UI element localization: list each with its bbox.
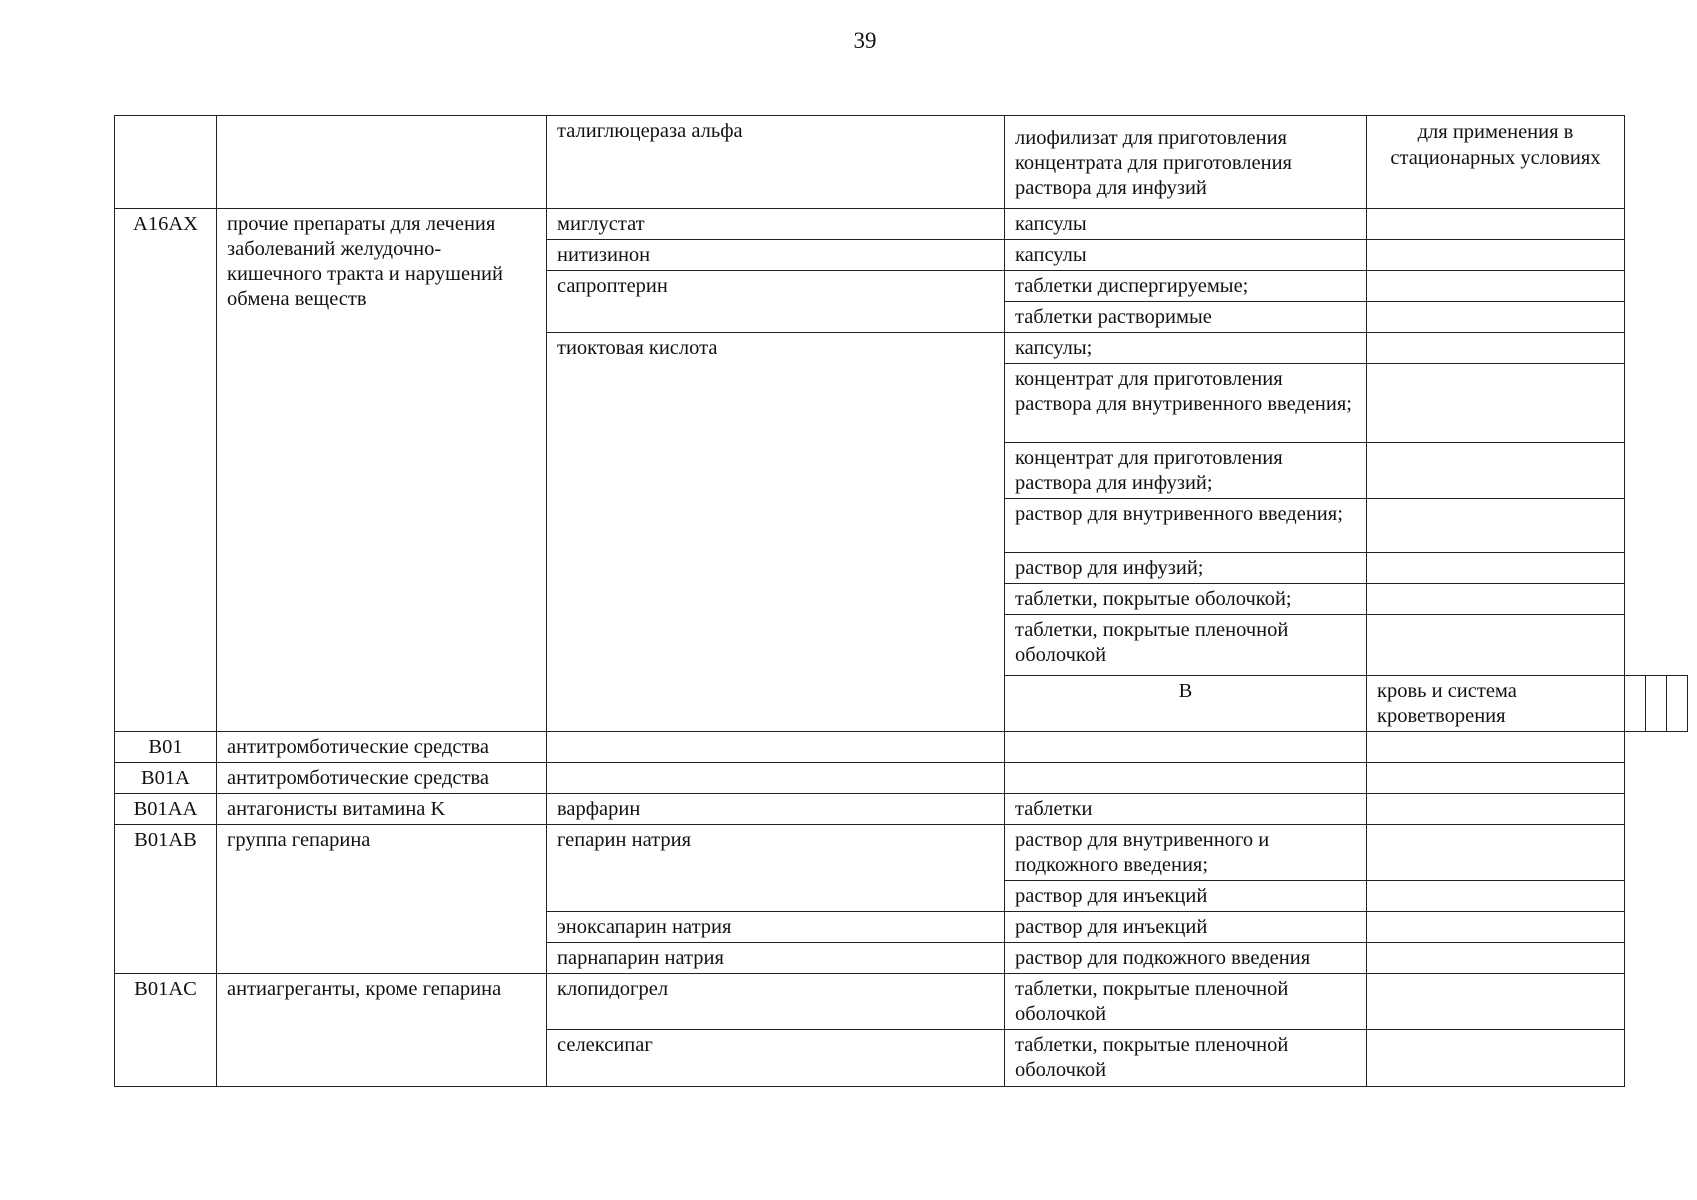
drug-name-cell: тиоктовая кислота — [547, 333, 1005, 732]
usage-note-cell — [1367, 974, 1625, 1030]
table-row — [115, 209, 1688, 240]
dosage-form-cell — [1005, 732, 1367, 763]
usage-note-cell — [1667, 676, 1688, 732]
table-row — [115, 732, 1688, 763]
group-cell — [217, 116, 547, 209]
dosage-form-cell: таблетки, покрытые пленочной оболочкой — [1005, 615, 1367, 676]
drug-name-cell: парнапарин натрия — [547, 943, 1005, 974]
drug-name-cell: селексипаг — [547, 1030, 1005, 1087]
atc-code-cell: B — [1005, 676, 1367, 732]
usage-note-cell — [1367, 763, 1625, 794]
usage-note-cell — [1367, 1030, 1625, 1087]
group-cell: кровь и система кроветворения — [1367, 676, 1625, 732]
usage-note-cell — [1367, 240, 1625, 271]
group-cell: прочие препараты для лечения заболеваний желудочно-кишечного тракта и нарушений обмена веществ — [217, 209, 547, 732]
usage-note-cell — [1367, 333, 1625, 364]
usage-note-cell — [1367, 912, 1625, 943]
dosage-form-cell — [1005, 763, 1367, 794]
usage-note-cell — [1367, 794, 1625, 825]
atc-code-cell: B01AB — [115, 825, 217, 974]
usage-note-cell — [1367, 209, 1625, 240]
atc-code-cell: B01AA — [115, 794, 217, 825]
atc-code-cell — [115, 116, 217, 209]
dosage-form-cell — [1646, 676, 1667, 732]
usage-note-cell — [1367, 584, 1625, 615]
table-row — [115, 116, 1688, 209]
dosage-form-cell: таблетки — [1005, 794, 1367, 825]
dosage-form-cell: капсулы; — [1005, 333, 1367, 364]
drug-name-cell — [547, 763, 1005, 794]
usage-note-cell: для применения в стационарных условиях — [1367, 116, 1625, 209]
group-cell: группа гепарина — [217, 825, 547, 974]
usage-note-cell — [1367, 364, 1625, 443]
table-row — [115, 763, 1688, 794]
table-row — [115, 974, 1688, 1030]
group-cell: антитромботические средства — [217, 763, 547, 794]
atc-code-cell: B01A — [115, 763, 217, 794]
drug-name-cell — [1625, 676, 1646, 732]
dosage-form-cell: таблетки растворимые — [1005, 302, 1367, 333]
usage-note-cell — [1367, 302, 1625, 333]
dosage-form-cell: таблетки, покрытые оболочкой; — [1005, 584, 1367, 615]
dosage-form-cell: раствор для инфузий; — [1005, 553, 1367, 584]
dosage-form-cell: раствор для подкожного введения — [1005, 943, 1367, 974]
dosage-form-cell: капсулы — [1005, 209, 1367, 240]
dosage-form-cell: раствор для внутривенного и подкожного введения; — [1005, 825, 1367, 881]
dosage-form-cell: концентрат для приготовления раствора для внутривенного введения; — [1005, 364, 1367, 443]
dosage-form-cell: лиофилизат для приготовления концентрата для приготовления раствора для инфузий — [1005, 116, 1367, 209]
dosage-form-cell: таблетки диспергируемые; — [1005, 271, 1367, 302]
drug-name-cell: клопидогрел — [547, 974, 1005, 1030]
drug-name-cell: нитизинон — [547, 240, 1005, 271]
usage-note-cell — [1367, 615, 1625, 676]
usage-note-cell — [1367, 553, 1625, 584]
drug-name-cell — [547, 732, 1005, 763]
dosage-form-cell: раствор для инъекций — [1005, 912, 1367, 943]
atc-code-cell: B01 — [115, 732, 217, 763]
usage-note-cell — [1367, 443, 1625, 499]
atc-code-cell: A16AX — [115, 209, 217, 732]
dosage-form-cell: концентрат для приготовления раствора для инфузий; — [1005, 443, 1367, 499]
group-cell: антагонисты витамина K — [217, 794, 547, 825]
drug-name-cell: эноксапарин натрия — [547, 912, 1005, 943]
usage-note-cell — [1367, 943, 1625, 974]
dosage-form-cell: раствор для инъекций — [1005, 881, 1367, 912]
dosage-form-cell: раствор для внутривенного введения; — [1005, 499, 1367, 553]
page-number: 39 — [853, 28, 877, 53]
atc-code-cell: B01AC — [115, 974, 217, 1087]
dosage-form-cell: таблетки, покрытые пленочной оболочкой — [1005, 974, 1367, 1030]
table-row — [115, 794, 1688, 825]
drug-name-cell: сапроптерин — [547, 271, 1005, 333]
drug-name-cell: миглустат — [547, 209, 1005, 240]
usage-note-cell — [1367, 881, 1625, 912]
drug-list-table — [114, 115, 1688, 1087]
table-row — [115, 825, 1688, 881]
usage-note-cell — [1367, 825, 1625, 881]
dosage-form-cell: таблетки, покрытые пленочной оболочкой — [1005, 1030, 1367, 1087]
drug-name-cell: талиглюцераза альфа — [547, 116, 1005, 209]
drug-name-cell: варфарин — [547, 794, 1005, 825]
drug-name-cell: гепарин натрия — [547, 825, 1005, 912]
usage-note-cell — [1367, 271, 1625, 302]
usage-note-cell — [1367, 732, 1625, 763]
group-cell: антиагреганты, кроме гепарина — [217, 974, 547, 1087]
group-cell: антитромботические средства — [217, 732, 547, 763]
dosage-form-cell: капсулы — [1005, 240, 1367, 271]
usage-note-cell — [1367, 499, 1625, 553]
